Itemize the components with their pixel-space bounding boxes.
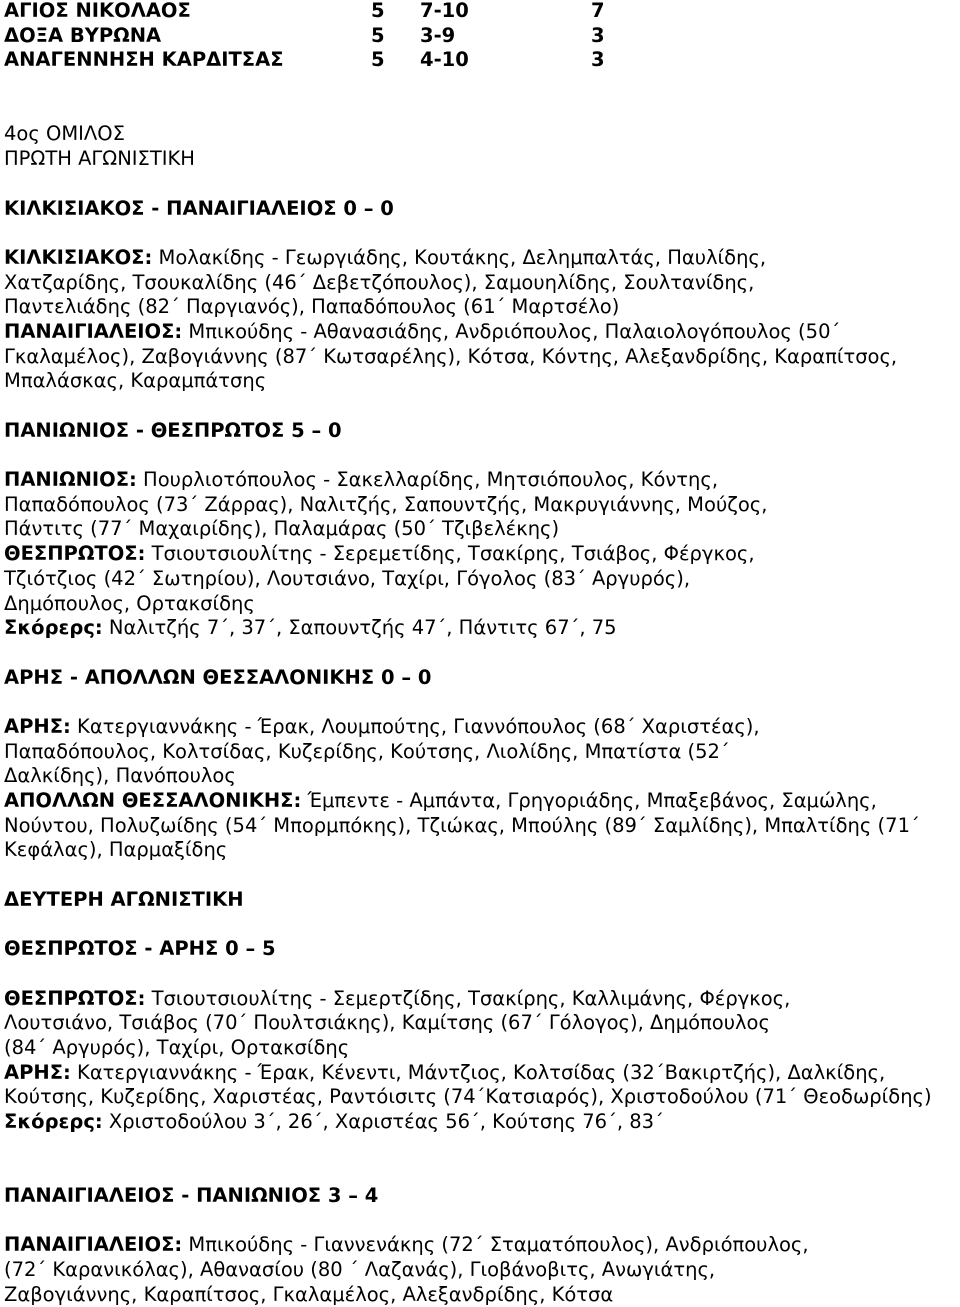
lineup-line: Κεφάλας), Παρμαξίδης: [4, 838, 228, 862]
match-title: ΘΕΣΠΡΩΤΟΣ - ΑΡΗΣ 0 – 5: [4, 937, 276, 961]
standings-row: [4, 48, 956, 73]
team-label: ΠΑΝΑΙΓΙΑΛΕΙΟΣ:: [4, 1233, 183, 1257]
goals: 3-9: [420, 23, 456, 47]
lineup-line: Παπαδόπουλος (73΄ Ζάρρας), Ναλιτζής, Σαπουντζής, Μακρυγιάννης, Μούζος,: [4, 492, 768, 516]
team-name: ΑΝΑΓΕΝΝΗΣΗ ΚΑΡΔΙΤΣΑΣ: [4, 48, 284, 72]
points: 3: [591, 23, 605, 47]
lineup-text: Τσιουτσιουλίτης - Σεμερτζίδης, Τσακίρης, Καλλιμάνης, Φέργκος,: [145, 986, 791, 1010]
goals: 7-10: [420, 0, 469, 22]
lineup-line: Λουτσιάνο, Τσιάβος (70΄ Πουλτσιάκης), Καμίτσης (67΄ Γόλογος), Δημόπουλος: [4, 1011, 770, 1035]
played: 5: [371, 48, 385, 72]
team-label: ΘΕΣΠΡΩΤΟΣ:: [4, 986, 146, 1010]
team-label: ΑΠΟΛΛΩΝ ΘΕΣΣΑΛΟΝΙΚΗΣ:: [4, 789, 302, 813]
team-label: ΠΑΝΙΩΝΙΟΣ:: [4, 468, 137, 492]
lineup-line: [4, 320, 956, 345]
lineup-line: [4, 789, 956, 814]
match-title: ΠΑΝΑΙΓΙΑΛΕΙΟΣ - ΠΑΝΙΩΝΙΟΣ 3 – 4: [4, 1184, 379, 1208]
lineup-line: Δαλκίδης), Πανόπουλος: [4, 764, 236, 788]
lineup-line: [4, 468, 956, 493]
lineup-text: Έμπεντε - Αμπάντα, Γρηγοριάδης, Μπαξεβάνος, Σαμώλης,: [301, 789, 877, 813]
lineup-line: [4, 246, 956, 271]
lineup-line: [4, 715, 956, 740]
team-label: ΑΡΗΣ:: [4, 714, 71, 738]
lineup-text: Κατεργιαννάκης - Έρακ, Κένεντι, Μάντζιος, Κολτσίδας (32΄Βακιρτζής), Δαλκίδης,: [70, 1060, 886, 1084]
lineup-line: Χατζαρίδης, Τσουκαλίδης (46΄ Δεβετζόπουλος), Σαμουηλίδης, Σουλτανίδης,: [4, 270, 755, 294]
lineup-line: Τζιότζιος (42΄ Σωτηρίου), Λουτσιάνο, Ταχίρι, Γόγολος (83΄ Αργυρός),: [4, 566, 691, 590]
lineup-text: Κατεργιαννάκης - Έρακ, Λουμπούτης, Γιαννόπουλος (68΄ Χαριστέας),: [70, 714, 760, 738]
lineup-line: Νούντου, Πολυζωίδης (54΄ Μπορμπόκης), Τζιώκας, Μπούλης (89΄ Σαμλίδης), Μπαλτίδης (71΄: [4, 813, 920, 837]
lineup-text: Μπικούδης - Αθανασιάδης, Ανδριόπουλος, Παλαιολογόπουλος (50΄: [182, 319, 841, 343]
scorers-line: [4, 616, 956, 641]
standings-row: [4, 24, 956, 49]
goals: 4-10: [420, 48, 469, 72]
document: [4, 0, 956, 1307]
scorers-label: Σκόρερς:: [4, 616, 103, 640]
lineup-text: Τσιουτσιουλίτης - Σερεμετίδης, Τσακίρης, Τσιάβος, Φέργκος,: [145, 542, 755, 566]
lineup-line: Δημόπουλος, Ορτακσίδης: [4, 591, 255, 615]
lineup-line: [4, 542, 956, 567]
group-title: 4ος ΟΜΙΛΟΣ: [4, 122, 125, 146]
team-label: ΠΑΝΑΙΓΙΑΛΕΙΟΣ:: [4, 319, 183, 343]
played: 5: [371, 23, 385, 47]
lineup-line: Παπαδόπουλος, Κολτσίδας, Κυζερίδης, Κούτσης, Λιολίδης, Μπατίστα (52΄: [4, 739, 730, 763]
lineup-text: Πουρλιοτόπουλος - Σακελλαρίδης, Μητσιόπουλος, Κόντης,: [136, 468, 719, 492]
lineup-line: (84΄ Αργυρός), Ταχίρι, Ορτακσίδης: [4, 1035, 350, 1059]
team-label: ΘΕΣΠΡΩΤΟΣ:: [4, 542, 146, 566]
lineup-line: [4, 1061, 956, 1086]
lineup-line: Ζαβογιάννης, Καραπίτσος, Γκαλαμέλος, Αλεξανδρίδης, Κότσα: [4, 1282, 614, 1306]
lineup-line: Μπαλάσκας, Καραμπάτσης: [4, 369, 267, 393]
lineup-line: Κούτσης, Κυζερίδης, Χαριστέας, Ραντόισιτς (74΄Κατσιαρός), Χριστοδούλου (71΄ Θεοδωρίδης): [4, 1085, 932, 1109]
lineup-line: (72΄ Καρανικόλας), Αθανασίου (80 ΄ Λαζανάς), Γιοβάνοβιτς, Ανωγιάτης,: [4, 1258, 716, 1282]
match-title: ΚΙΛΚΙΣΙΑΚΟΣ - ΠΑΝΑΙΓΙΑΛΕΙΟΣ 0 – 0: [4, 196, 394, 220]
round-title: ΠΡΩΤΗ ΑΓΩΝΙΣΤΙΚΗ: [4, 147, 195, 171]
team-label: ΑΡΗΣ:: [4, 1060, 71, 1084]
lineup-text: Μπικούδης - Γιαννενάκης (72΄ Σταματόπουλος), Ανδριόπουλος,: [182, 1233, 809, 1257]
lineup-line: [4, 1233, 956, 1258]
match-title: ΠΑΝΙΩΝΙΟΣ - ΘΕΣΠΡΩΤΟΣ 5 – 0: [4, 418, 342, 442]
team-name: ΔΟΞΑ ΒΥΡΩΝΑ: [4, 23, 162, 47]
team-name: ΑΓΙΟΣ ΝΙΚΟΛΑΟΣ: [4, 0, 191, 22]
scorers-line: [4, 1110, 956, 1135]
scorers-text: Ναλιτζής 7΄, 37΄, Σαπουντζής 47΄, Πάντιτς 67΄, 75: [102, 616, 617, 640]
standings-row: [4, 0, 956, 24]
round-title: ΔΕΥΤΕΡΗ ΑΓΩΝΙΣΤΙΚΗ: [4, 887, 244, 911]
played: 5: [371, 0, 385, 22]
scorers-label: Σκόρερς:: [4, 1109, 103, 1133]
team-label: ΚΙΛΚΙΣΙΑΚΟΣ:: [4, 245, 153, 269]
lineup-line: Παντελιάδης (82΄ Παργιανός), Παπαδόπουλος (61΄ Μαρτσέλο): [4, 295, 620, 319]
scorers-text: Χριστοδούλου 3΄, 26΄, Χαριστέας 56΄, Κούτσης 76΄, 83΄: [102, 1109, 664, 1133]
points: 7: [591, 0, 605, 22]
lineup-text: Μολακίδης - Γεωργιάδης, Κουτάκης, Δελημπαλτάς, Παυλίδης,: [152, 245, 767, 269]
match-title: ΑΡΗΣ - ΑΠΟΛΛΩΝ ΘΕΣΣΑΛΟΝΙΚΗΣ 0 – 0: [4, 665, 432, 689]
lineup-line: Γκαλαμέλος), Ζαβογιάννης (87΄ Κωτσαρέλης), Κότσα, Κόντης, Αλεξανδρίδης, Καραπίτσος,: [4, 344, 898, 368]
lineup-line: Πάντιτς (77΄ Μαχαιρίδης), Παλαμάρας (50΄ Τζιβελέκης): [4, 517, 560, 541]
points: 3: [591, 48, 605, 72]
lineup-line: [4, 987, 956, 1012]
